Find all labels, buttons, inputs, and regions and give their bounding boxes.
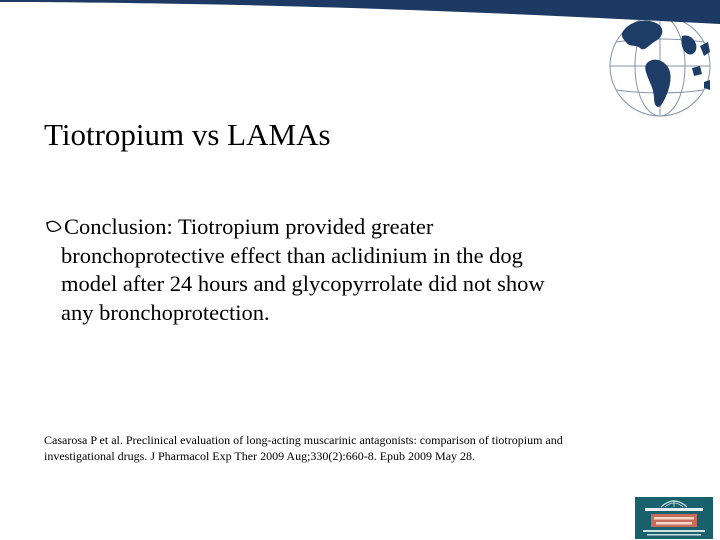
slide-title: Tiotropium vs LAMAs [44, 117, 331, 152]
bullet-line: model after 24 hours and glycopyrrolate did not show [61, 271, 545, 296]
citation-line: Casarosa P et al. Preclinical evaluation of long-acting muscarinic antagonists: comparison of tiotropium and [44, 433, 563, 447]
citation-line: investigational drugs. J Pharmacol Exp Ther 2009 Aug;330(2):660-8. Epub 2009 May 28. [44, 449, 476, 463]
bullet-line: bronchoprotective effect than aclidinium in the dog [61, 242, 523, 268]
globe-icon [596, 8, 716, 126]
bullet-line [44, 213, 684, 242]
bullet-conclusion [44, 213, 684, 327]
bullet-icon [44, 218, 64, 236]
bullet-line-text: Conclusion: Tiotropium provided greater [64, 214, 434, 239]
society-logo [635, 497, 713, 539]
citation [44, 432, 684, 464]
bullet-line: any bronchoprotection. [61, 299, 270, 325]
